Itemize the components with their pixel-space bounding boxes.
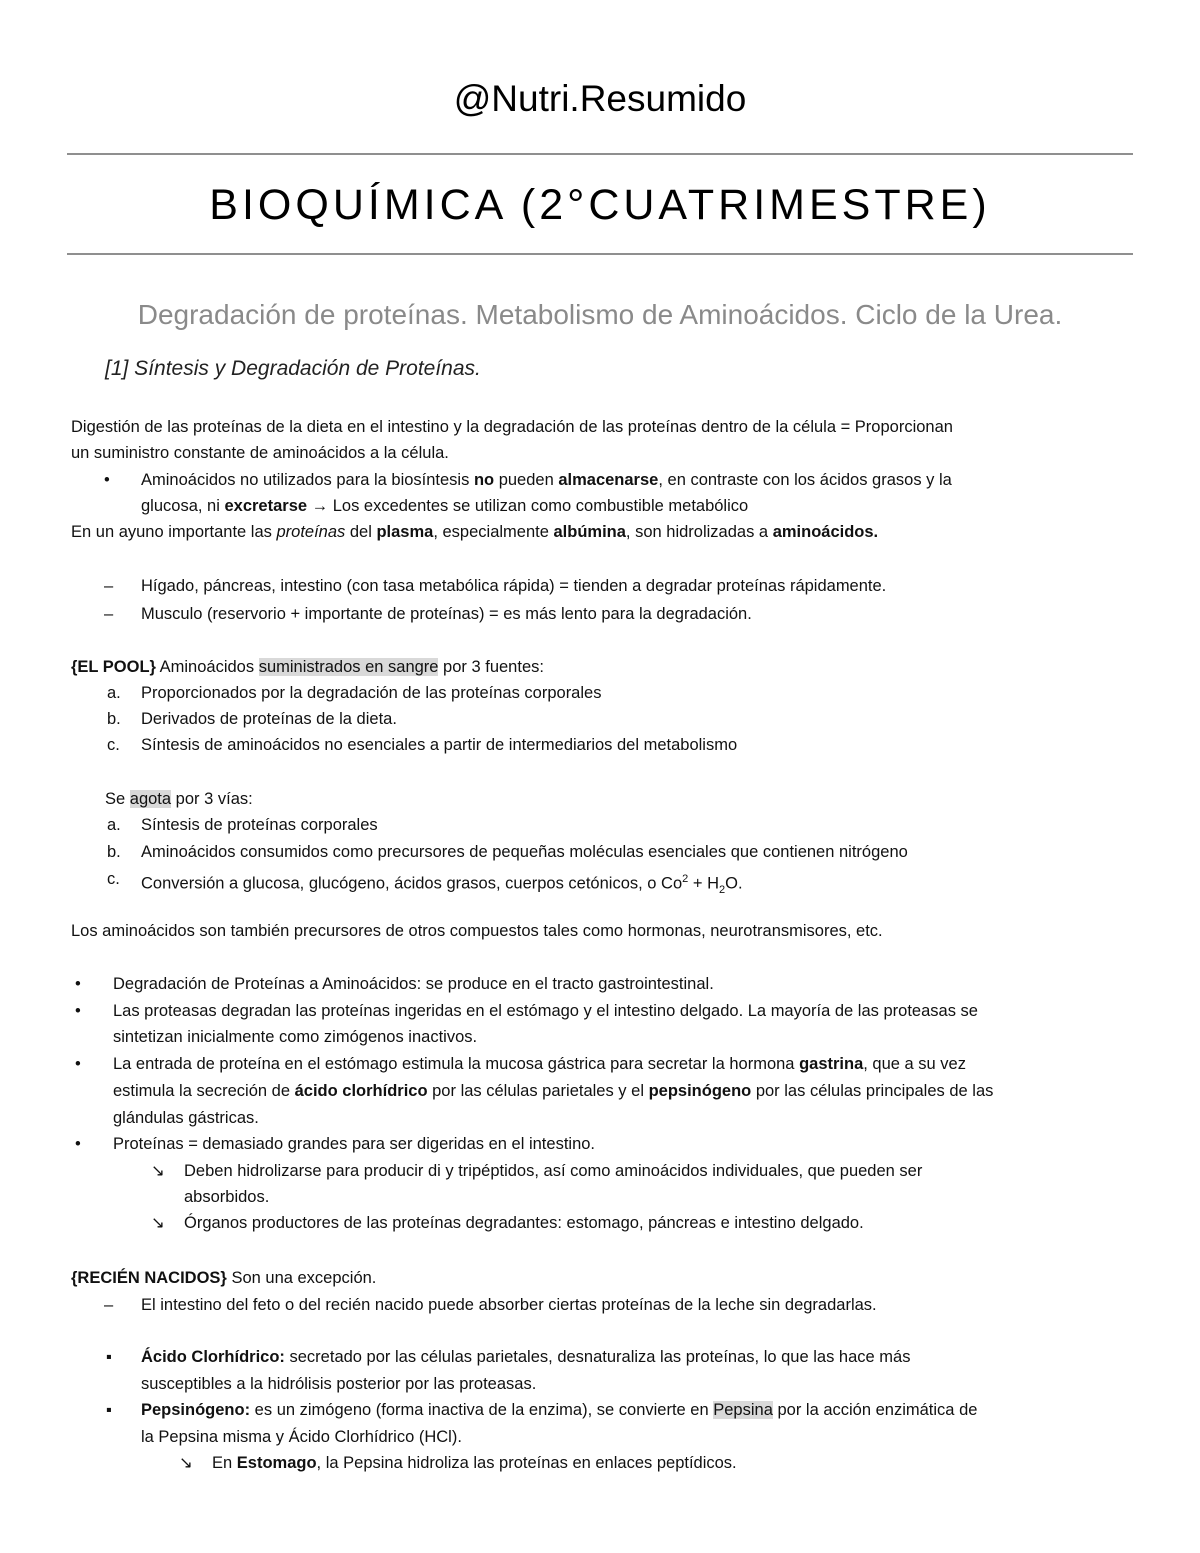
- list-marker: b.: [107, 843, 121, 861]
- section-heading-1: [1] Síntesis y Degradación de Proteínas.: [105, 357, 481, 380]
- source-item: Derivados de proteínas de la dieta.: [141, 710, 397, 728]
- sub-item-1-line-2: absorbidos.: [184, 1188, 270, 1206]
- list-marker: a.: [107, 816, 121, 834]
- bullet-marker: •: [75, 1135, 81, 1153]
- pepsinogen-line-1: Pepsinógeno: es un zimógeno (forma inactiva de la enzima), se convierte en Pepsina por la acción enzimática de: [141, 1401, 978, 1419]
- list-marker: b.: [107, 710, 121, 728]
- intro-line-1: Digestión de las proteínas de la dieta en el intestino y la degradación de las proteínas dentro de la célula = Proporcionan: [71, 418, 953, 436]
- dash-marker: –: [104, 1296, 114, 1314]
- newborns-dash: El intestino del feto o del recién nacido puede absorber ciertas proteínas de la leche sin degradarlas.: [141, 1296, 877, 1314]
- dash-marker: –: [104, 577, 114, 595]
- digestion-bullet-3-line-1: La entrada de proteína en el estómago estimula la mucosa gástrica para secretar la hormona gastrina, que a su vez: [113, 1055, 966, 1073]
- list-marker: c.: [107, 870, 120, 888]
- top-divider: [67, 153, 1133, 155]
- way-item: Conversión a glucosa, glucógeno, ácidos grasos, cuerpos cetónicos, o $Co^2 + H_2O$.: [141, 873, 743, 896]
- bullet-marker: •: [75, 975, 81, 993]
- sub-item-2: Órganos productores de las proteínas degradantes: estomago, páncreas e intestino delgado.: [184, 1214, 864, 1232]
- fasting-line: En un ayuno importante las proteínas del plasma, especialmente albúmina, son hidrolizadas a aminoácidos.: [71, 523, 879, 541]
- way-item: Aminoácidos consumidos como precursores de pequeñas moléculas esenciales que contienen nitrógeno: [141, 843, 908, 861]
- arrow-marker: ↘: [151, 1214, 165, 1232]
- source-item: Síntesis de aminoácidos no esenciales a partir de intermediarios del metabolismo: [141, 736, 738, 754]
- bullet-marker: •: [75, 1055, 81, 1073]
- sub-item-1-line-1: Deben hidrolizarse para producir di y tripéptidos, así como aminoácidos individuales, que pueden ser: [184, 1162, 923, 1180]
- page-subtitle: Degradación de proteínas. Metabolismo de Aminoácidos. Ciclo de la Urea.: [137, 299, 1063, 330]
- digestion-bullet-1: Degradación de Proteínas a Aminoácidos: se produce en el tracto gastrointestinal.: [113, 975, 714, 993]
- precursors-line: Los aminoácidos son también precursores de otros compuestos tales como hormonas, neurotransmisores, etc.: [71, 922, 883, 940]
- bullet-storage-line-1: Aminoácidos no utilizados para la biosíntesis no pueden almacenarse, en contraste con los ácidos grasos y la: [141, 471, 952, 489]
- pool-intro: {EL POOL} Aminoácidos suministrados en sangre por 3 fuentes:: [71, 658, 544, 676]
- brand-header: @Nutri.Resumido: [453, 78, 747, 119]
- source-item: Proporcionados por la degradación de las proteínas corporales: [141, 684, 602, 702]
- bullet-marker: •: [104, 471, 110, 489]
- way-item: Síntesis de proteínas corporales: [141, 816, 378, 834]
- hcl-line-1: Ácido Clorhídrico: secretado por las células parietales, desnaturaliza las proteínas, lo que las hace más: [141, 1348, 911, 1366]
- digestion-bullet-3-line-3: glándulas gástricas.: [113, 1109, 259, 1127]
- drain-intro: Se agota por 3 vías:: [105, 790, 253, 808]
- newborns-intro: {RECIÉN NACIDOS} Son una excepción.: [71, 1269, 377, 1287]
- digestion-bullet-2-line-1: Las proteasas degradan las proteínas ingeridas en el estómago y el intestino delgado. La mayoría de las proteasas se: [113, 1002, 978, 1020]
- bullet-storage-line-2: glucosa, ni excretarse → Los excedentes se utilizan como combustible metabólico: [141, 497, 749, 515]
- pepsinogen-line-2: la Pepsina misma y Ácido Clorhídrico (HCl).: [141, 1428, 462, 1446]
- list-marker: a.: [107, 684, 121, 702]
- stomach-line: En Estomago, la Pepsina hidroliza las proteínas en enlaces peptídicos.: [212, 1454, 737, 1472]
- digestion-bullet-2-line-2: sintetizan inicialmente como zimógenos inactivos.: [113, 1028, 478, 1046]
- title-divider: [67, 253, 1133, 255]
- dash-marker: –: [104, 605, 114, 623]
- hcl-line-2: susceptibles a la hidrólisis posterior por las proteasas.: [141, 1375, 537, 1393]
- square-marker: ▪: [106, 1401, 112, 1419]
- intro-line-2: un suministro constante de aminoácidos a la célula.: [71, 444, 449, 462]
- bullet-marker: •: [75, 1002, 81, 1020]
- dash-liver: Hígado, páncreas, intestino (con tasa metabólica rápida) = tienden a degradar proteínas rápidamente.: [141, 577, 887, 595]
- arrow-marker: ↘: [179, 1454, 193, 1472]
- list-marker: c.: [107, 736, 120, 754]
- page-title: BIOQUÍMICA (2°CUATRIMESTRE): [209, 181, 991, 229]
- square-marker: ▪: [106, 1348, 112, 1366]
- arrow-marker: ↘: [151, 1162, 165, 1180]
- digestion-bullet-3-line-2: estimula la secreción de ácido clorhídrico por las células parietales y el pepsinógeno por las células principales de las: [113, 1082, 994, 1100]
- dash-muscle: Musculo (reservorio + importante de proteínas) = es más lento para la degradación.: [141, 605, 752, 623]
- digestion-bullet-4: Proteínas = demasiado grandes para ser digeridas en el intestino.: [113, 1135, 596, 1153]
